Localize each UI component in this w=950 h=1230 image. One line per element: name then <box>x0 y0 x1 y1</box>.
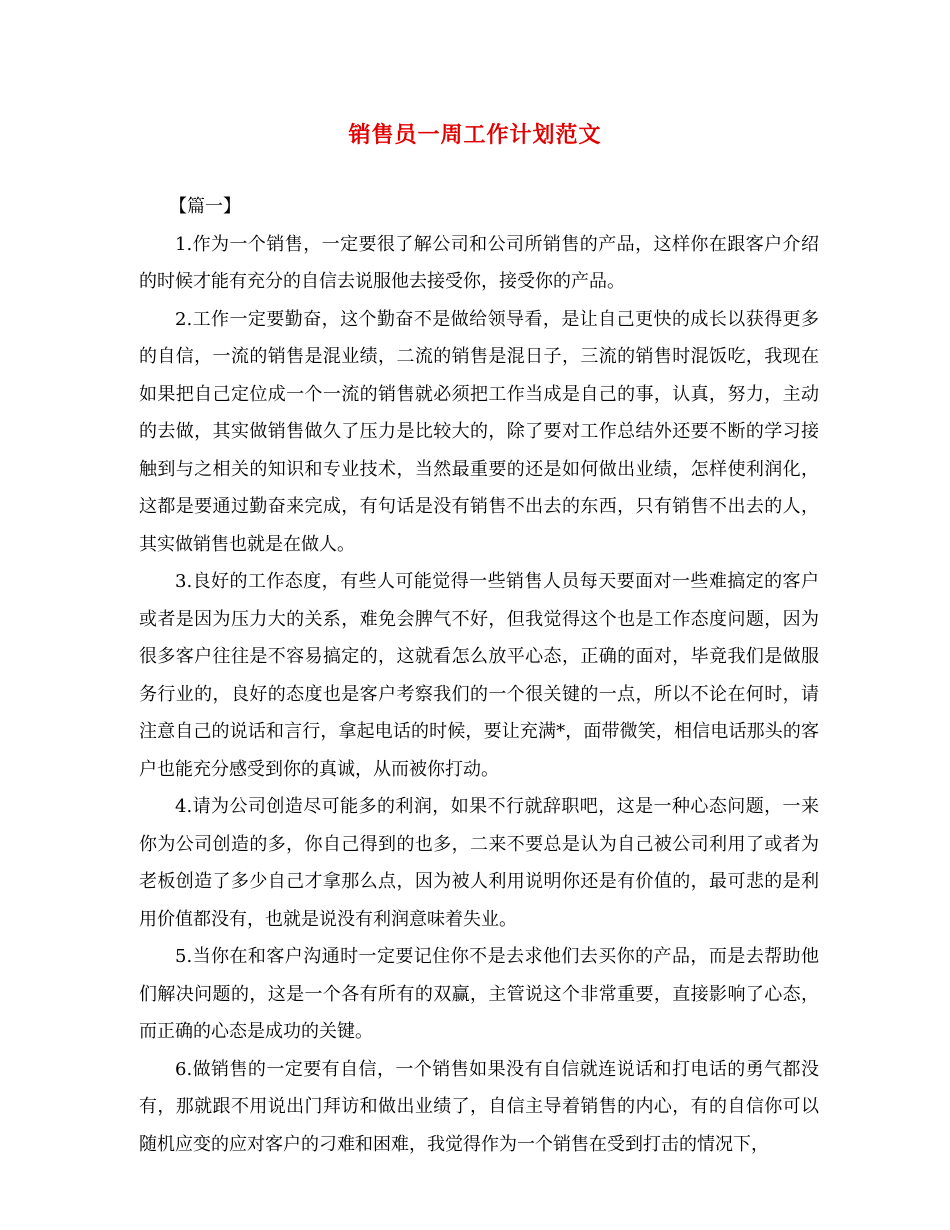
document-title: 销售员一周工作计划范文 <box>348 123 602 148</box>
paragraph: 5.当你在和客户沟通时一定要记住你不是去求他们去买你的产品，而是去帮助他们解决问题的，这是一个各有所有的双赢，主管说这个非常重要，直接影响了心态，而正确的心态是成功的关键。 <box>139 946 819 1042</box>
section-label: 【篇一】 <box>169 196 241 217</box>
paragraph: 1.作为一个销售，一定要很了解公司和公司所销售的产品，这样你在跟客户介绍的时候才能有充分的自信去说服他去接受你，接受你的产品。 <box>139 233 819 292</box>
paragraph: 3.良好的工作态度，有些人可能觉得一些销售人员每天要面对一些难搞定的客户或者是因为压力大的关系，难免会脾气不好，但我觉得这个也是工作态度问题，因为很多客户往往是不容易搞定的，这就看怎么放平心态，正确的面对，毕竟我们是做服务行业的，良好的态度也是客户考察我们的一个很关键的一点，所以不论在何时，请注意自己的说话和言行，拿起电话的时候，要让充满*，面带微笑，相信电话那头的客户也能充分感受到你的真诚，从而被你打动。 <box>139 571 819 780</box>
paragraph: 2.工作一定要勤奋，这个勤奋不是做给领导看，是让自己更快的成长以获得更多的自信，一流的销售是混业绩，二流的销售是混日子，三流的销售时混饭吃，我现在如果把自己定位成一个一流的销售就必须把工作当成是自己的事，认真，努力，主动的去做，其实做销售做久了压力是比较大的，除了要对工作总结外还要不断的学习接触到与之相关的知识和专业技术，当然最重要的还是如何做出业绩，怎样使利润化，这都是要通过勤奋来完成，有句话是没有销售不出去的东西，只有销售不出去的人，其实做销售也就是在做人。 <box>139 308 819 555</box>
paragraph: 4.请为公司创造尽可能多的利润，如果不行就辞职吧，这是一种心态问题，一来你为公司创造的多，你自己得到的也多，二来不要总是认为自己被公司利用了或者为老板创造了多少自己才拿那么点，因为被人利用说明你还是有价值的，最可悲的是利用价值都没有，也就是说没有利润意味着失业。 <box>139 796 819 930</box>
paragraph: 6.做销售的一定要有自信，一个销售如果没有自信就连说话和打电话的勇气都没有，那就跟不用说出门拜访和做出业绩了，自信主导着销售的内心，有的自信你可以随机应变的应对客户的刁难和困难，我觉得作为一个销售在受到打击的情况下， <box>139 1058 819 1155</box>
document-body <box>139 188 819 1163</box>
